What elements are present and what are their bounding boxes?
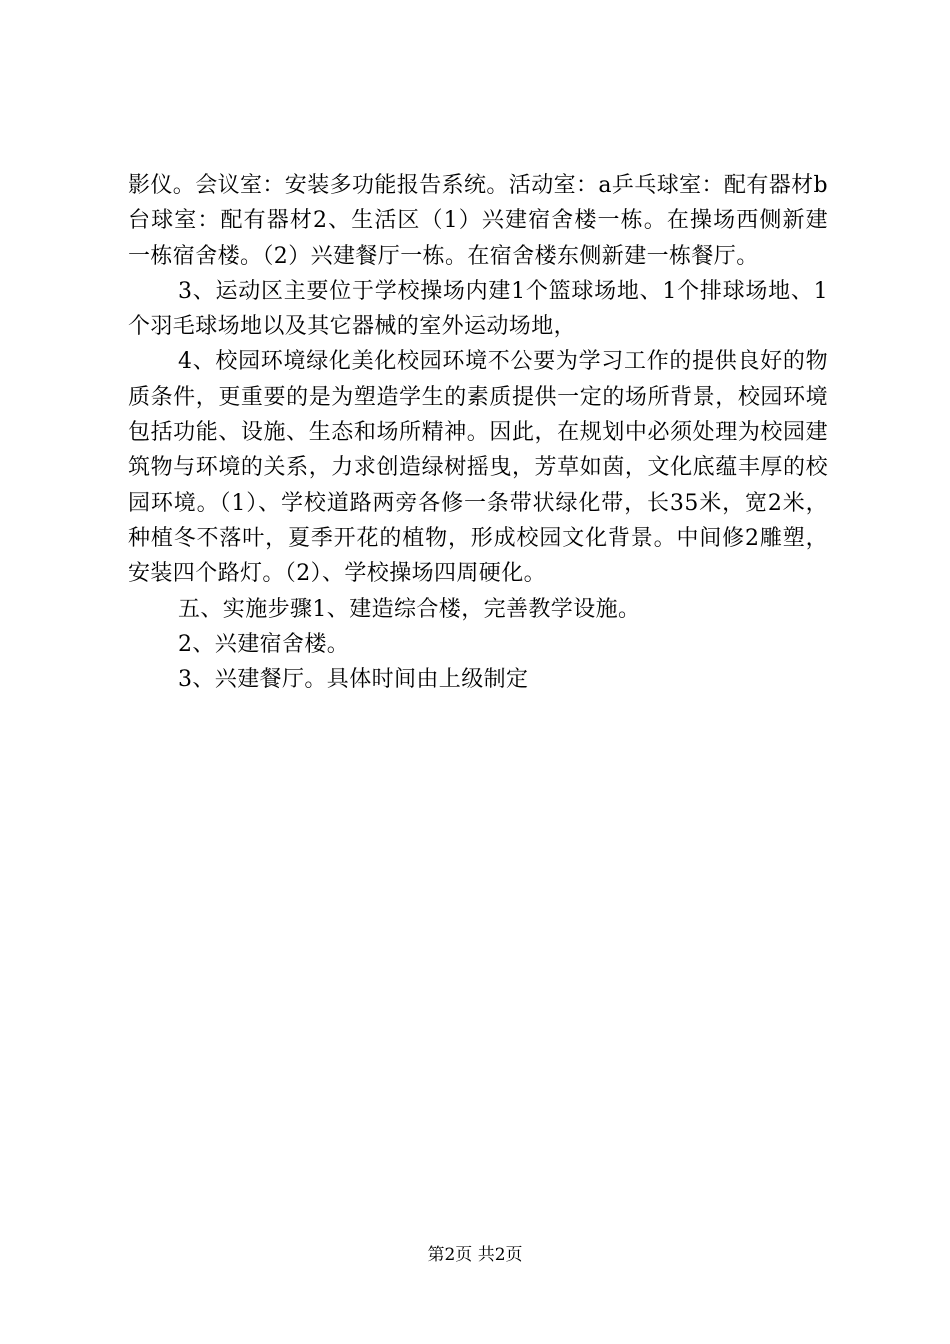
paragraph-implementation-steps: 五、实施步骤1、建造综合楼，完善教学设施。 — [178, 596, 641, 622]
paragraph-campus-greening: 4、校园环境绿化美化校园环境不公要为学习工作的提供良好的物质条件，更重要的是为塑造学生的素质提供一定的场所背景，校园环境包括功能、设施、生态和场所精神。因此，在规划中必须处理为校园建筑物与环境的关系，力求创造绿树摇曳，芳草如茵，文化底蕴丰厚的校园环境。（1）、学校道路两旁各修一条带状绿化带，长35米，宽2米，种植冬不落叶，夏季开花的植物，形成校园文化背景。中间修2雕塑，安装四个路灯。（2）、学校操场四周硬化。 — [128, 349, 828, 587]
paragraph-step-canteen: 3、兴建餐厅。具体时间由上级制定 — [178, 667, 529, 693]
document-body — [128, 168, 828, 697]
paragraph-step-dormitory: 2、兴建宿舍楼。 — [178, 631, 350, 657]
page-footer: 第2页 共2页 — [427, 1245, 523, 1265]
paragraph-sports-area: 3、运动区主要位于学校操场内建1个篮球场地、1个排球场地、1个羽毛球场地以及其它器械的室外运动场地， — [128, 278, 828, 340]
paragraph-continuation: 影仪。会议室：安装多功能报告系统。活动室：a乒乓球室：配有器材b台球室：配有器材2、生活区（1）兴建宿舍楼一栋。在操场西侧新建一栋宿舍楼。（2）兴建餐厅一栋。在宿舍楼东侧新建一栋餐厅。 — [128, 173, 829, 269]
